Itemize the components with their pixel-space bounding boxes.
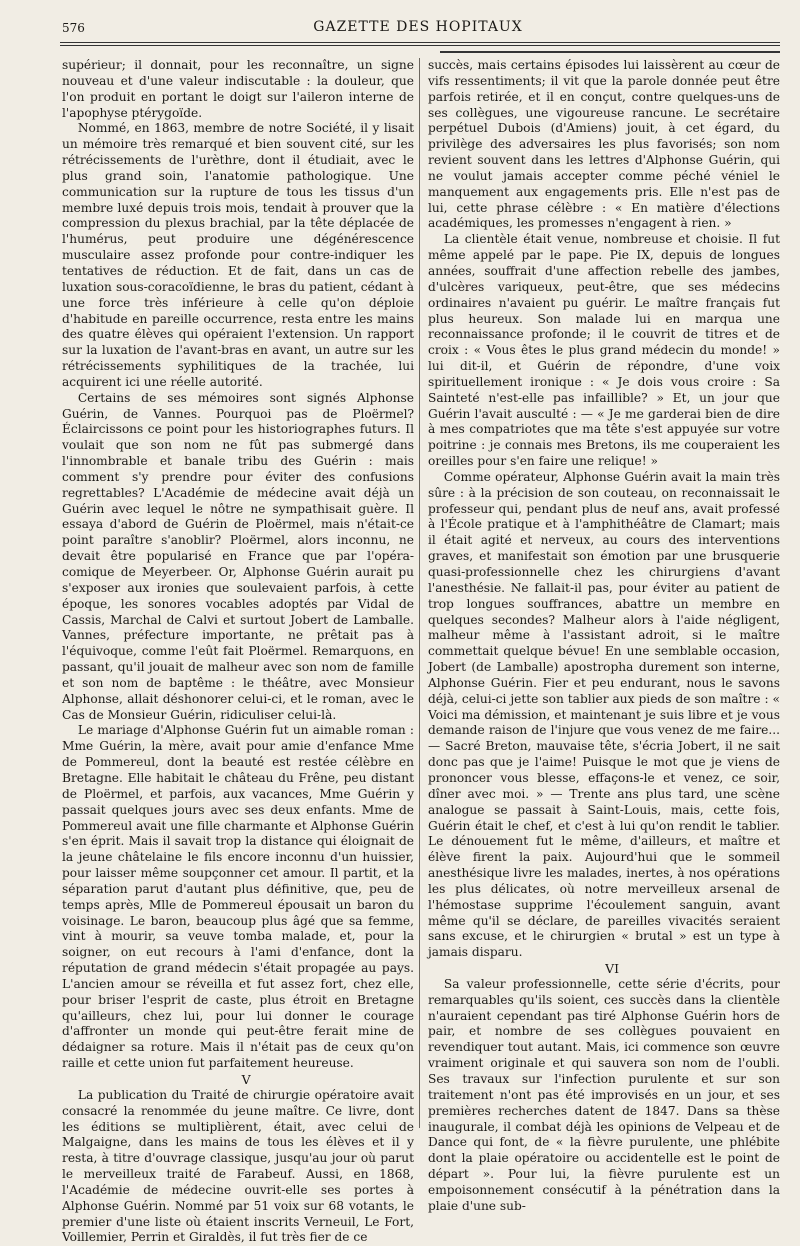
paragraph: Le mariage d'Alphonse Guérin fut un aimable roman : Mme Guérin, la mère, avait pour amie d'enfance Mme de Pommereul, dont la beauté est restée célèbre en Bretagne. Elle habitait le château du Frêne, peu distant de Ploërmel, et parfois, aux vacances, Mme Guérin y passait quelques jours avec ses deux enfants. Mme de Pommereul avait une fille charmante et Alphonse Guérin s'en éprit. Mais il savait trop la distance qui éloignait de la jeune châtelaine le fils encore inconnu d'un huissier, pour laisser même soupçonner cet amour. Il partit, et la séparation parut d'autant plus définitive, que, peu de temps après, Mlle de Pommereul épousait un baron du voisinage. Le baron, beaucoup plus âgé que sa femme, vint à mourir, sa veuve tomba malade, et, pour la soigner, on eut recours à l'ami d'enfance, dont la réputation de grand médecin s'était propagée au pays. L'ancien amour se réveilla et fut assez fort, chez elle, pour briser l'esprit de caste, plus étroit en Bretagne qu'ailleurs, chez lui, pour lui donner le courage d'affronter un monde qui peut-être ferait mine de dédaigner sa roture. Mais il n'était pas de ceux qu'on raille et cette union fut parfaitement heureuse. [62,723,414,1071]
page-header [58,16,778,40]
section-heading: VI [605,961,620,977]
paragraph: succès, mais certains épisodes lui laissèrent au cœur de vifs ressentiments; il vit que la parole donnée peut être parfois retirée, et il en conçut, contre quelques-uns de ses collègues, une vigoureuse rancune. Le secrétaire perpétuel Dubois (d'Amiens) jouit, à cet égard, du privilège des adversaires les plus favorisés; son nom revient souvent dans les lettres d'Alphonse Guérin, qui ne voulut jamais accepter comme péché véniel le manquement aux engagements pris. Elle n'est pas de lui, cette phrase célèbre : « En matière d'élections académiques, les promesses n'engagent à rien. » [428,58,780,231]
paragraph: La clientèle était venue, nombreuse et choisie. Il fut même appelé par le pape. Pie IX, depuis de longues années, souffrait d'une affection rebelle des jambes, d'ulcères variqueux, peut-être, que ses médecins ordinaires n'avaient pu guérir. Le maître français fut plus heureux. Son malade lui en marqua une reconnaissance profonde; il le couvrit de titres et de croix : « Vous êtes le plus grand médecin du monde! » lui dit-il, et Guérin de répondre, d'une voix spirituellement ironique : « Je dois vous croire : Sa Sainteté n'est-elle pas infaillible? » Et, un jour que Guérin l'avait ausculté : — « Je me garderai bien de dire à mes compatriotes que ma tête s'est appuyée sur votre poitrine : je connais mes Bretons, ils me couperaient les oreilles pour s'en faire une relique! » [428,232,780,469]
left-column [62,58,414,1245]
paragraph: Sa valeur professionnelle, cette série d'écrits, pour remarquables qu'ils soient, ces succès dans la clientèle n'auraient cependant pas tiré Alphonse Guérin hors de pair, et nombre de ses collègues pouvaient en revendiquer tout autant. Mais, ici commence son œuvre vraiment originale et qui sauvera son nom de l'oubli. Ses travaux sur l'infection purulente et sur son traitement n'ont pas été improvisés en un jour, et ses premières recherches datent de 1847. Dans sa thèse inaugurale, il combat déjà les opinions de Velpeau et de Dance qui font, de « la fièvre purulente, une phlébite dont la plaie opératoire ou accidentelle est le point de départ ». Pour lui, la fièvre purulente est un empoisonnement consécutif à la pénétration dans la plaie d'une sub- [428,976,780,1213]
header-rule [440,51,780,53]
paragraph: Comme opérateur, Alphonse Guérin avait la main très sûre : à la précision de son couteau, on reconnaissait le professeur qui, pendant plus de neuf ans, avait professé à l'École pratique et à l'amphithéâtre de Clamart; mais il était agité et nerveux, au cours des interventions graves, et manifestait son émotion par une brusquerie quasi-professionnelle chez les chirurgiens d'avant l'anesthésie. Ne fallait-il pas, pour éviter au patient de trop longues souffrances, abattre un membre en quelques secondes? Malheur alors à l'aide négligent, malheur même à l'assistant adroit, si le maître commettait quelque bévue! En une semblable occasion, Jobert (de Lamballe) apostropha durement son interne, Alphonse Guérin. Fier et peu endurant, nous le savons déjà, celui-ci jette son tablier aux pieds de son maître : « Voici ma démission, et maintenant je suis libre et je vous demande raison de l'injure que vous venez de me faire... — Sacré Breton, mauvaise tête, s'écria Jobert, il ne sait donc pas que je l'aime! Puisque le mot que je viens de prononcer vous blesse, effaçons-le et venez, ce soir, dîner avec moi. » — Trente ans plus tard, une scène analogue se passait à Saint-Louis, mais, cette fois, Guérin était le chef, et c'est à lui qu'on rendit le tablier. Le dénouement fut le même, d'ailleurs, et maître et élève firent la paix. Aujourd'hui que le sommeil anesthésique livre les malades, inertes, à nos opérations les plus délicates, où notre merveilleux arsenal de l'hémostase supprime l'écoulement sanguin, avant même qu'il se déclare, de pareilles vivacités seraient sans excuse, et le chirurgien « brutal » est un type à jamais disparu. [428,469,780,960]
header-rule [60,45,780,46]
paragraph: Certains de ses mémoires sont signés Alphonse Guérin, de Vannes. Pourquoi pas de Ploërmel? Éclaircissons ce point pour les historiographes futurs. Il voulait que son nom ne fût pas submergé dans l'innombrable et banale tribu des Guérin : mais comment s'y prendre pour éviter des confusions regrettables? L'Académie de médecine avait déjà un Guérin avec lequel le nôtre ne sympathisait guère. Il essaya d'abord de Guérin de Ploërmel, mais n'était-ce point paraître s'anoblir? Ploërmel, alors inconnu, ne devait être popularisé en France que par l'opéra-comique de Meyerbeer. Or, Alphonse Guérin aurait pu s'exposer aux ironies que soulevaient parfois, à cette époque, les sonores vocables adoptés par Vidal de Cassis, Marchal de Calvi et surtout Jobert de Lamballe. Vannes, préfecture importante, ne prêtait pas à l'équivoque, comme l'eût fait Ploërmel. Remarquons, en passant, qu'il jouait de malheur avec son nom de famille et son nom de baptême : le théâtre, avec Monsieur Alphonse, allait déshonorer celui-ci, et le roman, avec le Cas de Monsieur Guérin, ridiculiser celui-là. [62,390,414,722]
header-rule [60,42,780,43]
page-number: 576 [62,21,85,35]
section-heading: V [241,1072,251,1087]
right-column [428,58,780,1213]
running-title: GAZETTE DES HOPITAUX [313,19,523,35]
paragraph: Nommé, en 1863, membre de notre Société, il y lisait un mémoire très remarqué et bien souvent cité, sur les rétrécissements de l'urèthre, dont il étudiait, avec le plus grand soin, l'anatomie pathologique. Une communication sur la rupture de tous les tissus d'un membre luxé depuis trois mois, tendait à prouver que la compression du plexus brachial, par la tête déplacée de l'humérus, peut produire une dégénérescence musculaire assez profonde pour contre-indiquer les tentatives de réduction. Et de fait, dans un cas de luxation sous-coracoïdienne, le bras du patient, cédant à une force très inférieure à celle qu'on déploie d'habitude en pareille occurrence, resta entre les mains des quatre élèves qui opéraient l'extension. Un rapport sur la luxation de l'avant-bras en avant, un autre sur les rétrécissements syphilitiques de la trachée, lui acquirent ici une réelle autorité. [62,121,414,389]
column-divider [419,58,420,1128]
paragraph: supérieur; il donnait, pour les reconnaître, un signe nouveau et d'une valeur indiscutable : la douleur, que l'on produit en portant le doigt sur l'aileron interne de l'apophyse ptérygoïde. [62,58,414,120]
paragraph: La publication du Traité de chirurgie opératoire avait consacré la renommée du jeune maître. Ce livre, dont les éditions se multiplièrent, était, avec celui de Malgaigne, dans les mains de tous les élèves et il y resta, à titre d'ouvrage classique, jusqu'au jour où parut le merveilleux traité de Farabeuf. Aussi, en 1868, l'Académie de médecine ouvrit-elle ses portes à Alphonse Guérin. Nommé par 51 voix sur 68 votants, le premier d'une liste où étaient inscrits Verneuil, Le Fort, Voillemier, Perrin et Giraldès, il fut très fier de ce [62,1087,414,1245]
